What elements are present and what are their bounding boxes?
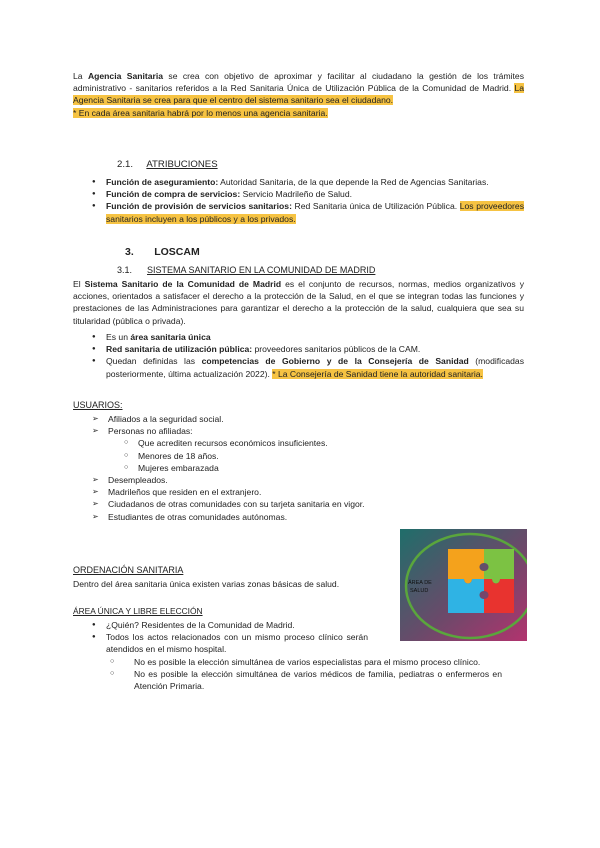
svg-text:SALUD: SALUD bbox=[410, 588, 429, 594]
section-3-1-heading: 3.1. SISTEMA SANITARIO EN LA COMUNIDAD DE MADRID bbox=[117, 265, 376, 275]
usuarios-list bbox=[78, 413, 398, 523]
list-item: ➢ Estudiantes de otras comunidades autónomas. bbox=[78, 511, 398, 523]
list-item: ○ Que acrediten recursos económicos insuficientes. bbox=[108, 437, 398, 449]
atribuciones-list bbox=[78, 176, 524, 225]
area-de-salud-label: ÁREA DE bbox=[408, 580, 432, 586]
list-item: ● Función de compra de servicios: Servicio Madrileño de Salud. bbox=[78, 188, 524, 200]
list-item: ● Función de aseguramiento: Autoridad Sanitaria, de la que depende la Red de Agencias Sanitarias. bbox=[78, 176, 524, 188]
area-de-salud-puzzle-image bbox=[400, 529, 527, 641]
sistema-list bbox=[78, 331, 524, 380]
list-item: ● ¿Quién? Residentes de la Comunidad de Madrid. bbox=[78, 619, 524, 631]
ordenacion-text: Dentro del área sanitaria única existen varias zonas básicas de salud. bbox=[73, 579, 340, 589]
sistema-paragraph: El Sistema Sanitario de la Comunidad de Madrid es el conjunto de recursos, normas, medios organizativos y acciones, orientados a satisfacer el derecho a la protección de la Salud, en el que se integran todas las funciones y prestaciones de las Administraciones para garantizar el derecho a la protección de la salud, cualquiera que sea su titularidad (pública o privada). bbox=[73, 279, 524, 326]
list-item: ➢ Desempleados. bbox=[78, 474, 398, 486]
area-unica-sublist bbox=[106, 656, 514, 693]
list-item: ➢ Madrileños que residen en el extranjero. bbox=[78, 486, 398, 498]
list-item: ○ No es posible la elección simultánea de varios médicos de familia, pediatras o enfermeros en Atención Primaria. bbox=[94, 668, 502, 692]
section-3-heading: 3. LOSCAM bbox=[125, 246, 200, 258]
area-unica-heading: ÁREA ÚNICA Y LIBRE ELECCIÓN bbox=[73, 606, 203, 616]
usuarios-heading: USUARIOS: bbox=[73, 400, 123, 410]
list-item: ● Función de provisión de servicios sanitarios: Red Sanitaria única de Utilización Pública. Los proveedores sanitarios incluyen a los públicos y a los privados. bbox=[78, 200, 524, 224]
list-item: ➢ Ciudadanos de otras comunidades con su tarjeta sanitaria en vigor. bbox=[78, 498, 370, 510]
list-item: ● Quedan definidas las competencias de Gobierno y de la Consejería de Sanidad (modificadas posteriormente, última actualización 2022). * La Consejería de Sanidad tiene la autoridad sanitaria. bbox=[78, 355, 524, 379]
list-item: ➢ Personas no afiliadas: ○ Que acrediten recursos económicos insuficientes. ○ Menores de 18 años. ○ Mujeres embarazada bbox=[78, 425, 398, 474]
no-afiliadas-sublist bbox=[108, 437, 398, 474]
list-item: ● Red sanitaria de utilización pública: proveedores sanitarios públicos de la CAM. bbox=[78, 343, 524, 355]
list-item: ○ No es posible la elección simultánea de varios especialistas para el mismo proceso clínico. bbox=[94, 656, 502, 668]
ordenacion-heading: ORDENACIÓN SANITARIA bbox=[73, 565, 184, 575]
section-2-1-heading: 2.1. ATRIBUCIONES bbox=[117, 159, 218, 170]
list-item: ○ Mujeres embarazada bbox=[108, 462, 398, 474]
list-item: ➢ Afiliados a la seguridad social. bbox=[78, 413, 398, 425]
list-item: ● Es un área sanitaria única bbox=[78, 331, 524, 343]
intro-note: * En cada área sanitaria habrá por lo menos una agencia sanitaria. bbox=[73, 107, 328, 118]
list-item: ○ Menores de 18 años. bbox=[108, 450, 398, 462]
intro-paragraph: La Agencia Sanitaria se crea con objetivo de aproximar y facilitar al ciudadano la gestión de los trámites administrativo - sanitarios referidos a la Red Sanitaria Única de Utilización Pública de la Comunidad de Madrid. La Agencia Sanitaria se crea para que el centro del sistema sanitario sea el ciudadano. * En cada área sanitaria habrá por lo menos una agencia sanitaria. bbox=[73, 71, 524, 118]
list-item: ● Todos los actos relacionados con un mismo proceso clínico serán atendidos en el mismo hospital. ○ No es posible la elección simultánea de varios especialistas para el mismo proceso clínico. ○ No es posible la elección simultánea de varios médicos de familia, pediatras o enfermeros en Atención Primaria. bbox=[78, 631, 368, 692]
